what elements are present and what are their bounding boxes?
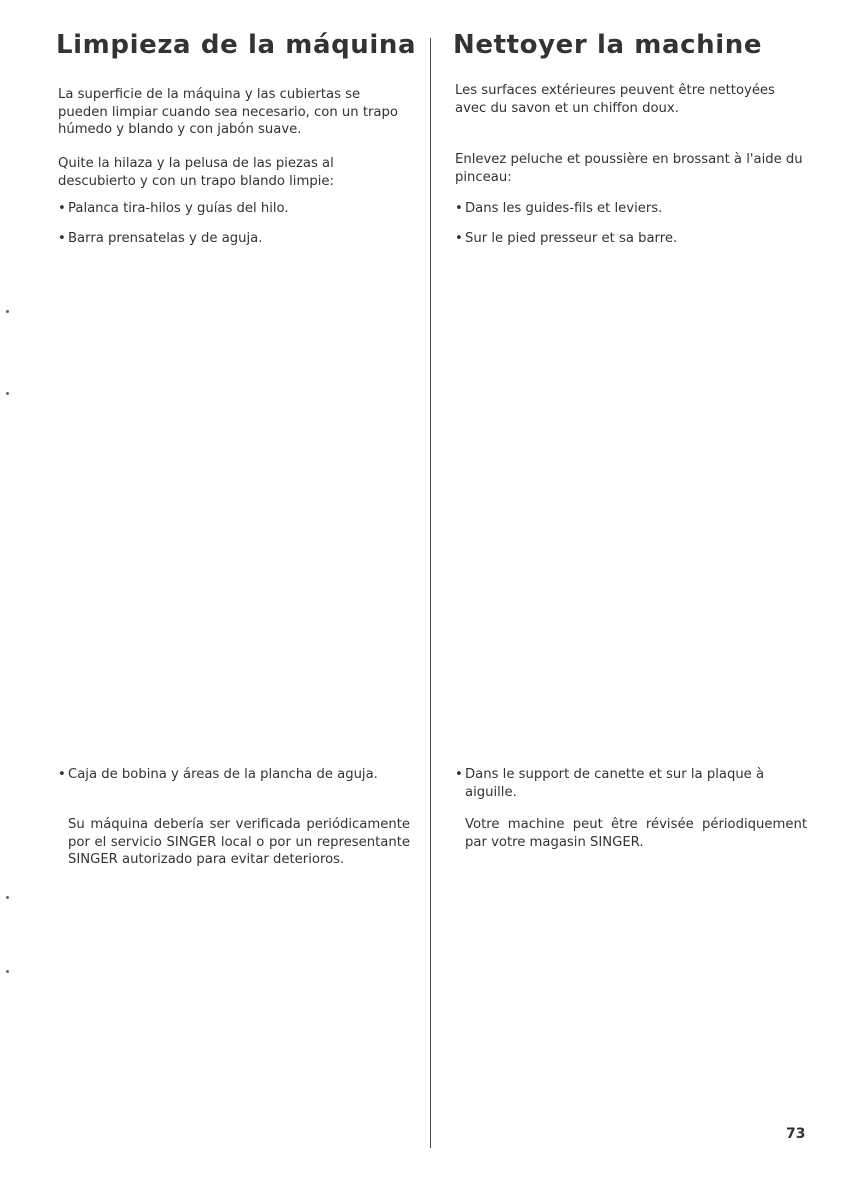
french-bullet-3-text: Dans le support de canette et sur la plaque à aiguille. <box>465 767 765 800</box>
column-divider <box>430 38 431 1148</box>
spanish-intro <box>58 86 410 139</box>
french-service-paragraph <box>455 816 807 851</box>
french-intro <box>455 82 807 117</box>
spanish-lint-text: Quite la hilaza y la pelusa de las piezas al descubierto y con un trapo blando limpie: <box>58 156 334 189</box>
french-lint-paragraph <box>455 151 807 186</box>
french-bullet-1-text: Dans les guides-fils et leviers. <box>465 201 663 216</box>
scan-speck <box>6 392 9 395</box>
spanish-service-paragraph <box>58 816 410 869</box>
spanish-bullet-item-2 <box>58 230 410 248</box>
spanish-bullet-item-3 <box>58 766 410 784</box>
bullet-dot: • <box>58 231 66 246</box>
page-number: 73 <box>786 1126 806 1142</box>
french-title: Nettoyer la machine <box>453 30 763 60</box>
bullet-dot: • <box>58 201 66 216</box>
spanish-column <box>54 0 417 1186</box>
spanish-bullet-item-1 <box>58 200 410 218</box>
bullet-dot: • <box>455 231 463 246</box>
spanish-bullet-3-text: Caja de bobina y áreas de la plancha de aguja. <box>68 767 378 782</box>
scan-speck <box>6 896 9 899</box>
french-bullet-item-1 <box>455 200 807 218</box>
spanish-lint-paragraph <box>58 155 410 190</box>
french-bullet-item-2 <box>455 230 807 248</box>
bullet-dot: • <box>455 767 463 782</box>
bullet-dot: • <box>58 767 66 782</box>
french-bullet-2-text: Sur le pied presseur et sa barre. <box>465 231 678 246</box>
french-bullet-item-3 <box>455 766 807 801</box>
french-column <box>451 0 809 1186</box>
spanish-bullet-1-text: Palanca tira-hilos y guías del hilo. <box>68 201 289 216</box>
bullet-dot: • <box>455 201 463 216</box>
scan-speck <box>6 970 9 973</box>
french-lint-text: Enlevez peluche et poussière en brossant à l'aide du pinceau: <box>455 152 803 185</box>
french-intro-text: Les surfaces extérieures peuvent être nettoyées avec du savon et un chiffon doux. <box>455 83 775 116</box>
spanish-title: Limpieza de la máquina <box>56 30 417 60</box>
spanish-service-text: Su máquina debería ser verificada periódicamente por el servicio SINGER local o por un representante SINGER autorizado para evitar deterioros. <box>68 817 410 867</box>
spanish-bullet-2-text: Barra prensatelas y de aguja. <box>68 231 263 246</box>
french-service-text: Votre machine peut être révisée périodiquement par votre magasin SINGER. <box>465 817 807 850</box>
scan-speck <box>6 310 9 313</box>
spanish-intro-text: La superficie de la máquina y las cubiertas se pueden limpiar cuando sea necesario, con un trapo húmedo y blando y con jabón suave. <box>58 87 398 137</box>
